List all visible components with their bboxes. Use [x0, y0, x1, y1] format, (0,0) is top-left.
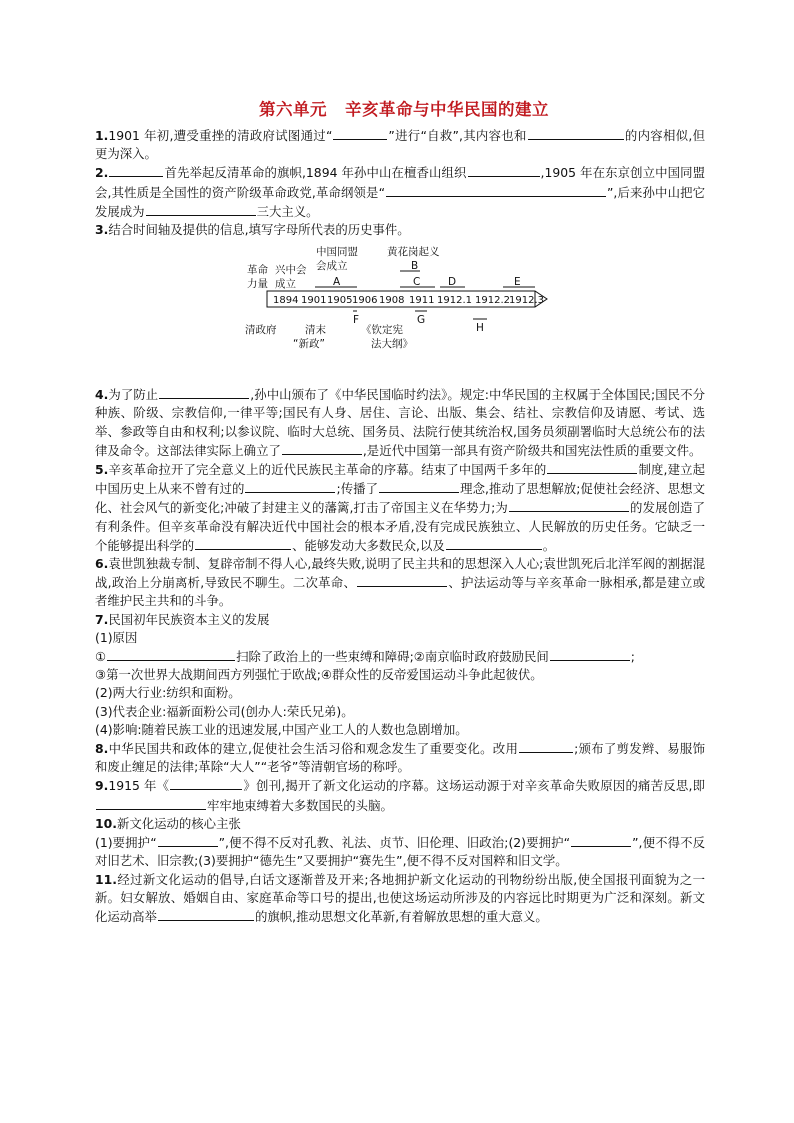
blank[interactable] [195, 536, 291, 550]
timeline-diagram [95, 239, 705, 385]
blank[interactable] [170, 776, 242, 790]
label-qing-government: 清政府 [245, 324, 277, 337]
blank[interactable] [379, 479, 459, 493]
year-1912-2: 1912.2 [475, 295, 510, 307]
page-title [103, 96, 705, 120]
label-huanghuagang: 黄花岗起义 [387, 246, 440, 259]
blank[interactable] [158, 833, 218, 847]
blank[interactable] [159, 385, 249, 399]
year-1905: 1905 [327, 295, 353, 307]
question-5: 5.辛亥革命拉开了完全意义上的近代民族民主革命的序幕。结束了中国两千多年的 制度,建立起中国历史上从来不曾有过的 ;传播了 理念,推动了思想解放;促使社会经济、思想文化、社会风气的新变化;冲破了封建主义的藩篱,打击了帝国主义在华势力;为 的发展创造了有利条件。但辛亥革命没有解决近代中国社会的根本矛盾,没有完成民族独立、人民解放的历史任务。它缺乏一个能够提出科学的 、能够发动大多数民众,以及 。 [95, 462, 705, 553]
question-6: 6.袁世凯独裁专制、复辟帝制不得人心,最终失败,说明了民主共和的思想深入人心;袁世凯死后北洋军阀的割据混战,政治上分崩离析,导致民不聊生。二次革命、 、护法运动等与辛亥革命一脉相承,都是建立或者维护民主共和的斗争。 [95, 556, 705, 609]
blank[interactable] [386, 183, 606, 197]
year-1912-3: 1912.3 [509, 295, 544, 307]
question-4: 4.为了防止 ,孙中山颁布了《中华民国临时约法》。规定:中华民国的主权属于全体国民;国民不分种族、阶级、宗教信仰,一律平等;国民有人身、居住、言论、出版、集会、结社、宗教信仰及请愿、考试、选举、参政等自由和权利;以参议院、临时大总统、国务员、法院行使其统治权,国务员须副署临时大总统公布的法律及命令。这部法律实际上确立了 ,是近代中国第一部具有资产阶级共和国宪法性质的重要文件。 [95, 387, 705, 458]
label-revolution-1: 革命 [247, 264, 268, 277]
blank[interactable] [146, 202, 256, 216]
blank[interactable] [550, 647, 630, 661]
letter-a: A [333, 276, 341, 289]
worksheet [95, 96, 705, 926]
blank[interactable] [107, 647, 235, 661]
title-unit: 第六单元 [259, 100, 327, 119]
question-1: 1.1901 年初,遭受重挫的清政府试图通过“ ”进行“自救”,其内容也和 的内容相似,但更为深入。 [95, 128, 705, 162]
q10-body: (1)要拥护“ ”,便不得不反对孔教、礼法、贞节、旧伦理、旧政治;(2)要拥护“ ”,便不得不反对旧艺术、旧宗教;(3)要拥护“德先生”又要拥护“赛先生”,便不得不反对国粹和旧文学。 [95, 835, 705, 869]
question-3: 3.结合时间轴及提供的信息,填写字母所代表的历史事件。 [95, 222, 410, 238]
blank[interactable] [333, 126, 387, 140]
blank[interactable] [571, 833, 631, 847]
blank[interactable] [468, 163, 540, 177]
label-constitution-1: 《钦定宪 [361, 324, 403, 337]
question-10: 10.新文化运动的核心主张 [95, 815, 241, 831]
blank[interactable] [282, 441, 362, 455]
q7-section-1: (1)原因 [95, 629, 138, 645]
question-11: 11.经过新文化运动的倡导,白话文逐渐普及开来;各地拥护新文化运动的刊物纷纷出版,使全国报刊面貌为之一新。妇女解放、婚姻自由、家庭革命等口号的提出,也使这场运动所涉及的内容远比时期更为广泛和深刻。新文化运动高举 的旗帜,推动思想文化革新,有着解放思想的重大意义。 [95, 871, 705, 924]
blank[interactable] [509, 498, 629, 512]
label-revolution-2: 力量 [247, 278, 268, 291]
letter-f: F [353, 314, 360, 327]
label-tongmenghui-1: 中国同盟 [316, 246, 358, 259]
blank[interactable] [357, 573, 447, 587]
year-1901: 1901 [301, 295, 327, 307]
year-1894: 1894 [273, 295, 299, 307]
blank[interactable] [109, 163, 163, 177]
year-1911: 1911 [409, 295, 435, 307]
blank[interactable] [547, 460, 637, 474]
q7-section-3: (3)代表企业:福新面粉公司(创办人:荣氏兄弟)。 [95, 703, 354, 719]
q7-causes: ① 扫除了政治上的一些束缚和障碍;②南京临时政府鼓励民间 ; ③第一次世界大战期间西方列强忙于欧战;④群众性的反帝爱国运动斗争此起彼伏。 [95, 649, 635, 683]
label-xingzhonghui-2: 成立 [275, 278, 296, 291]
blank[interactable] [446, 536, 542, 550]
label-new-policy-2: “新政” [293, 338, 325, 351]
year-1912-1: 1912.1 [437, 295, 472, 307]
letter-e: E [514, 276, 521, 289]
blank[interactable] [245, 479, 335, 493]
blank[interactable] [528, 126, 624, 140]
letter-h: H [476, 322, 484, 335]
letter-d: D [448, 276, 457, 289]
question-8: 8.中华民国共和政体的建立,促使社会生活习俗和观念发生了重要变化。改用 ;颁布了剪发辫、易服饰和废止缠足的法律;革除“大人”“老爷”等清朝官场的称呼。 [95, 741, 705, 775]
question-2: 2. 首先举起反清革命的旗帜,1894 年孙中山在檀香山组织 ,1905 年在东京创立中国同盟会,其性质是全国性的资产阶级革命政党,革命纲领是“ ”,后来孙中山把它发展成为 三大主义。 [95, 165, 705, 219]
title-topic: 辛亥革命与中华民国的建立 [345, 100, 549, 119]
letter-b: B [411, 260, 419, 273]
blank[interactable] [96, 796, 206, 810]
timeline-svg [95, 239, 705, 385]
label-xingzhonghui-1: 兴中会 [275, 264, 307, 277]
question-7: 7.民国初年民族资本主义的发展 [95, 611, 270, 627]
year-1908: 1908 [379, 295, 405, 307]
label-new-policy-1: 清末 [305, 324, 326, 337]
blank[interactable] [158, 907, 254, 921]
question-9: 9.1915 年《 》创刊,揭开了新文化运动的序幕。这场运动源于对辛亥革命失败原因的痛苦反思,即牢牢地束缚着大多数国民的头脑。 [95, 778, 705, 813]
label-tongmenghui-2: 会成立 [316, 260, 348, 273]
q7-section-4: (4)影响:随着民族工业的迅速发展,中国产业工人的人数也急剧增加。 [95, 721, 468, 737]
label-constitution-2: 法大纲》 [371, 338, 413, 351]
blank[interactable] [519, 739, 573, 753]
letter-c: C [413, 276, 421, 289]
q7-section-2: (2)两大行业:纺织和面粉。 [95, 685, 241, 701]
year-1906: 1906 [352, 295, 378, 307]
letter-g: G [417, 314, 426, 327]
